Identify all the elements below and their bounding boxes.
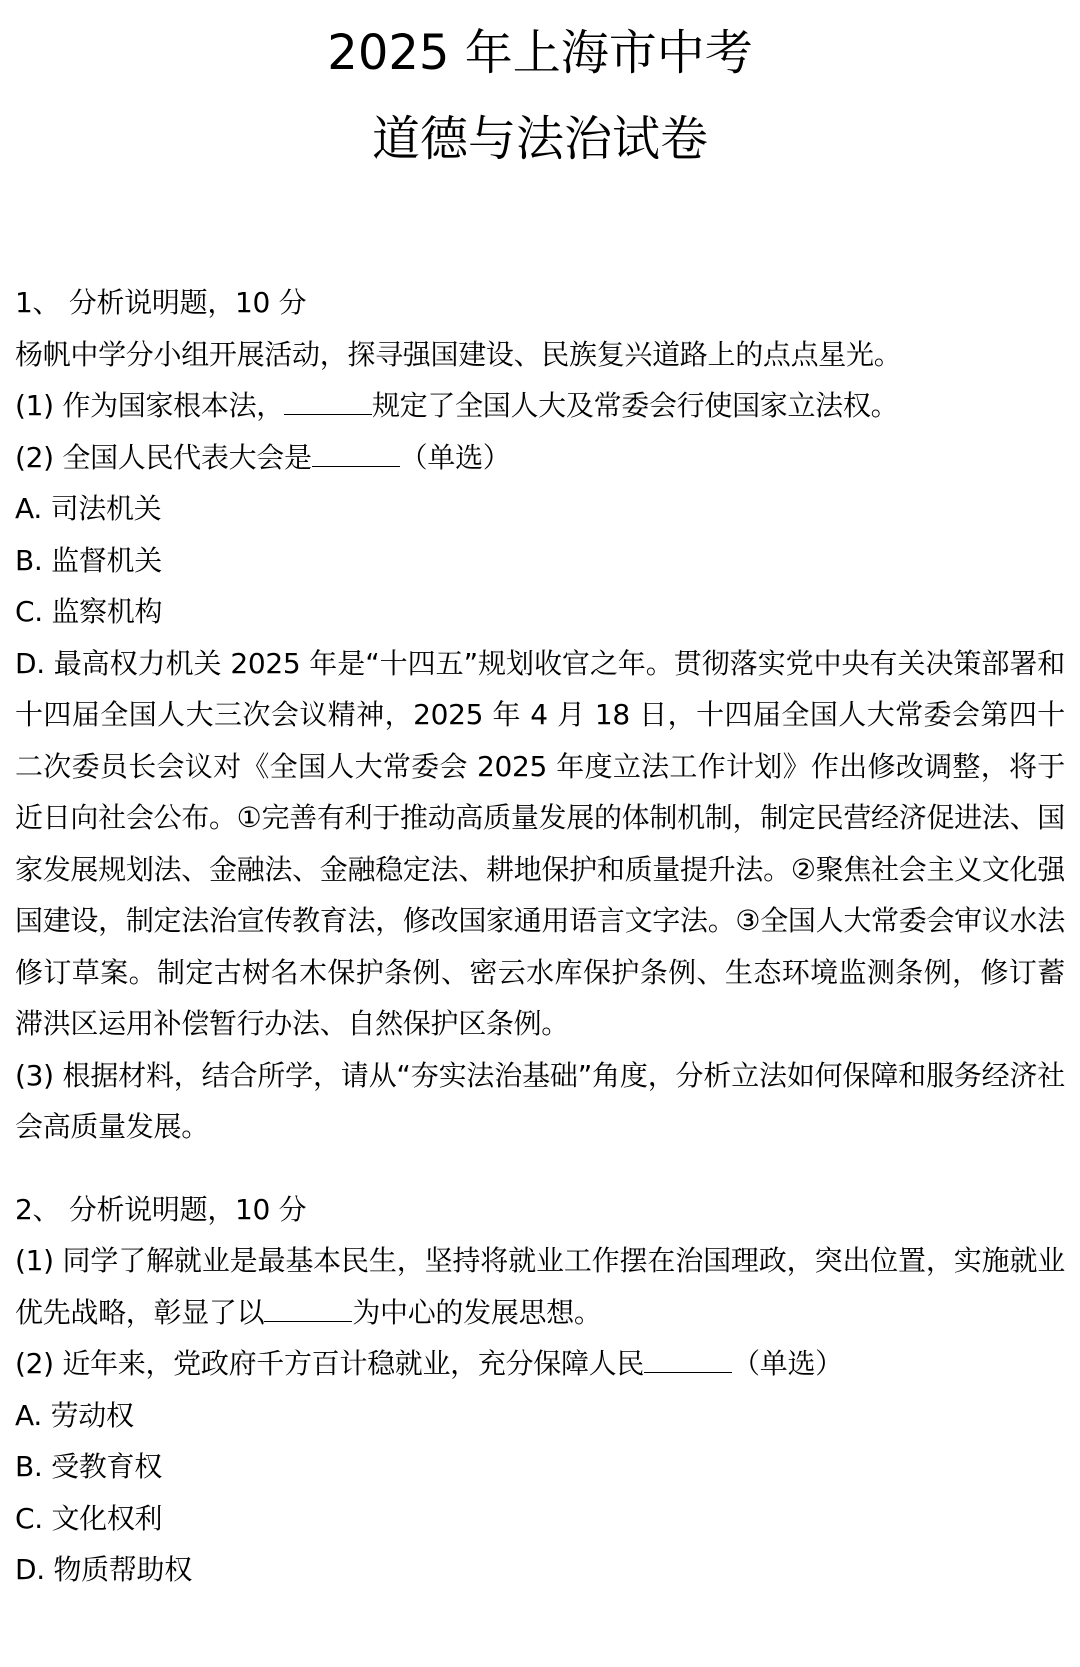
sub-question-text: 规定了全国人大及常委会行使国家立法权。: [371, 389, 899, 422]
question-2: [15, 1184, 1065, 1596]
sub-question-3: (3) 根据材料，结合所学，请从“夯实法治基础”角度，分析立法如何保障和服务经济社会高质量发展。: [15, 1058, 1065, 1143]
sub-question-text: (1) 作为国家根本法，: [15, 389, 284, 422]
option-b: B. 受教育权: [15, 1450, 162, 1483]
answer-blank: [264, 1293, 352, 1322]
sub-question-text: 为中心的发展思想。: [352, 1295, 602, 1329]
sub-question-text: (2) 近年来，党政府千方百计稳就业，充分保障人民: [15, 1347, 645, 1380]
answer-blank: [644, 1344, 732, 1373]
question-1: [15, 277, 1065, 1153]
option-a: A. 司法机关: [15, 492, 162, 525]
option-c: C. 监察机构: [15, 595, 163, 628]
answer-blank: [312, 438, 400, 467]
sub-question-text: （单选）: [732, 1347, 843, 1380]
option-c: C. 文化权利: [15, 1501, 163, 1535]
question-divider: [15, 1153, 1065, 1184]
option-d-material: D. 最高权力机关 2025 年是“十四五”规划收官之年。贯彻落实党中央有关决策部署和十四届全国人大三次会议精神，2025 年 4 月 18 日，十四届全国人大常委会第四十二次委员长会议对《全国人大常委会 2025 年度立法工作计划》作出修改调整，将于近日向社会公布。①完善有利于推动高质量发展的体制机制，制定民营经济促进法、国家发展规划法、金融法、金融稳定法、耕地保护和质量提升法。②聚焦社会主义文化强国建设，制定法治宣传教育法，修改国家通用语言文字法。③全国人大常委会审议水法修订草案。制定古树名木保护条例、密云水库保护条例、生态环境监测条例，修订蓄滞洪区运用补偿暂行办法、自然保护区条例。: [15, 646, 1065, 1040]
sub-question-1: [15, 1235, 1065, 1338]
sub-question-1: [15, 380, 1065, 432]
sub-question-2: [15, 1338, 1065, 1390]
question-heading: 1、 分析说明题，10 分: [15, 286, 307, 319]
question-heading: 2、 分析说明题，10 分: [15, 1192, 307, 1226]
sub-question-text: (2) 全国人民代表大会是: [15, 440, 312, 474]
exam-body: [15, 277, 1065, 1596]
exam-header: [0, 0, 1080, 182]
option-b: B. 监督机关: [15, 543, 162, 577]
sub-question-text: (1) 同学了解就业是最基本民生，坚持将就业工作摆在治国理政，突出位置，实施就业优先战略，彰显了以: [15, 1244, 1065, 1329]
answer-blank: [284, 386, 372, 415]
sub-question-text: （单选）: [399, 440, 511, 474]
exam-title-line2: 道德与法治试卷: [371, 111, 708, 167]
option-a: A. 劳动权: [15, 1398, 134, 1432]
sub-question-2: [15, 432, 1065, 484]
option-d: D. 物质帮助权: [15, 1553, 192, 1586]
question-intro: 杨帆中学分小组开展活动，探寻强国建设、民族复兴道路上的点点星光。: [15, 337, 902, 371]
exam-title-line1: 2025 年上海市中考: [327, 25, 753, 81]
